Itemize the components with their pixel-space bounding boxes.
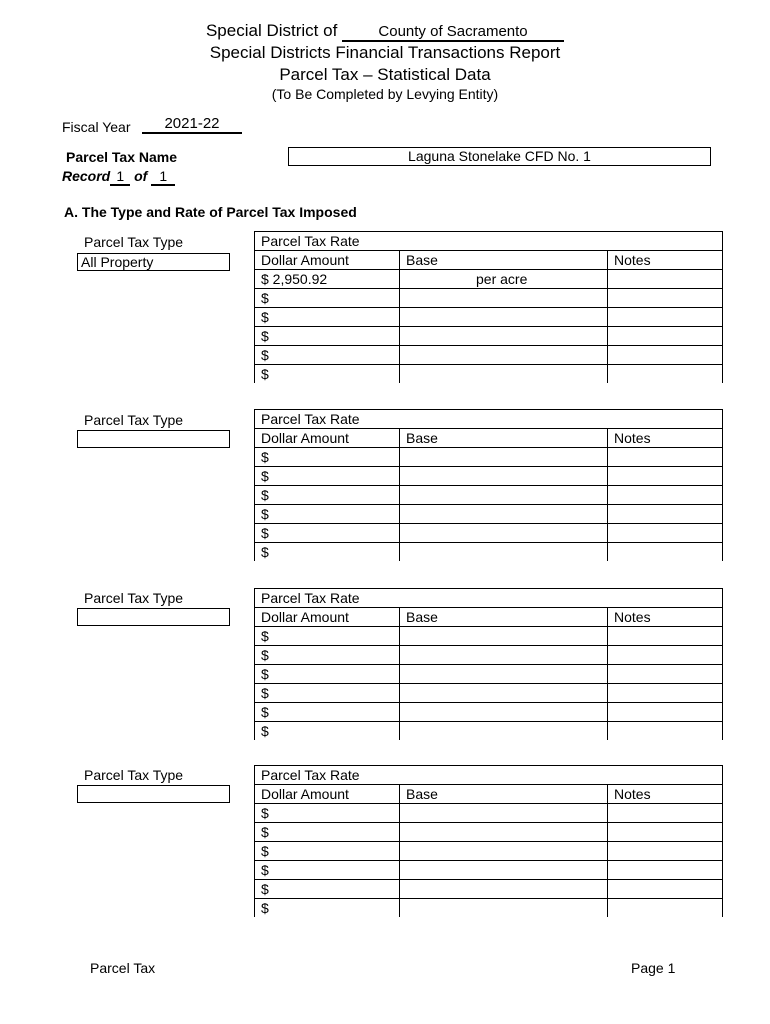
dollar-amount-cell[interactable]: $ <box>255 467 400 486</box>
record-total-field[interactable]: 1 <box>151 168 175 186</box>
base-cell[interactable] <box>400 861 608 880</box>
notes-cell[interactable] <box>608 486 723 505</box>
base-cell[interactable] <box>400 543 608 562</box>
notes-cell[interactable] <box>608 842 723 861</box>
base-cell[interactable] <box>400 804 608 823</box>
table-row <box>255 703 723 722</box>
fiscal-year-field[interactable]: 2021-22 <box>142 116 242 134</box>
base-cell[interactable] <box>400 524 608 543</box>
base-cell[interactable] <box>400 505 608 524</box>
base-cell[interactable] <box>400 327 608 346</box>
record-of-label: of <box>134 168 148 184</box>
base-cell[interactable] <box>400 703 608 722</box>
parcel-tax-type-field[interactable] <box>77 608 230 626</box>
notes-cell[interactable] <box>608 861 723 880</box>
col-header-notes: Notes <box>608 429 723 448</box>
table-row <box>255 543 723 562</box>
section-a-title: A. The Type and Rate of Parcel Tax Imposed <box>64 204 357 220</box>
dollar-amount-cell[interactable]: $ <box>255 289 400 308</box>
table-row <box>255 665 723 684</box>
col-header-dollar-amount: Dollar Amount <box>255 785 400 804</box>
record-number-field[interactable]: 1 <box>110 168 130 186</box>
table-row <box>255 365 723 384</box>
table-row <box>255 684 723 703</box>
base-cell[interactable] <box>400 486 608 505</box>
notes-cell[interactable] <box>608 703 723 722</box>
parcel-tax-type-field[interactable] <box>77 785 230 803</box>
table-row <box>255 880 723 899</box>
dollar-amount-cell[interactable]: $ <box>255 703 400 722</box>
parcel-tax-rate-table <box>254 409 723 561</box>
notes-cell[interactable] <box>608 524 723 543</box>
base-cell[interactable] <box>400 665 608 684</box>
base-cell[interactable] <box>400 346 608 365</box>
notes-cell[interactable] <box>608 346 723 365</box>
notes-cell[interactable] <box>608 684 723 703</box>
dollar-amount-cell[interactable]: $ <box>255 646 400 665</box>
table-row <box>255 524 723 543</box>
col-header-base: Base <box>400 251 608 270</box>
report-instruction: (To Be Completed by Levying Entity) <box>271 86 499 102</box>
dollar-amount-cell[interactable]: $ <box>255 899 400 918</box>
table-row <box>255 346 723 365</box>
dollar-amount-cell[interactable]: $ <box>255 308 400 327</box>
notes-cell[interactable] <box>608 448 723 467</box>
dollar-amount-cell[interactable]: $ <box>255 524 400 543</box>
col-header-base: Base <box>400 608 608 627</box>
report-subtitle: Parcel Tax – Statistical Data <box>279 65 491 84</box>
base-cell[interactable] <box>400 684 608 703</box>
header-prefix: Special District of <box>205 21 338 40</box>
notes-cell[interactable] <box>608 289 723 308</box>
table-row <box>255 448 723 467</box>
table-row <box>255 722 723 741</box>
base-cell[interactable] <box>400 823 608 842</box>
rate-table-title: Parcel Tax Rate <box>255 410 723 429</box>
base-cell[interactable] <box>400 448 608 467</box>
base-cell[interactable]: per acre <box>400 270 608 289</box>
parcel-tax-name-label: Parcel Tax Name <box>66 149 178 165</box>
col-header-dollar-amount: Dollar Amount <box>255 251 400 270</box>
notes-cell[interactable] <box>608 899 723 918</box>
dollar-amount-cell[interactable]: $ <box>255 448 400 467</box>
table-row <box>255 308 723 327</box>
page-number: Page 1 <box>631 960 676 976</box>
parcel-tax-type-field[interactable] <box>77 430 230 448</box>
dollar-amount-cell[interactable]: $ <box>255 842 400 861</box>
dollar-amount-cell[interactable]: $ <box>255 486 400 505</box>
base-cell[interactable] <box>400 842 608 861</box>
notes-cell[interactable] <box>608 804 723 823</box>
col-header-notes: Notes <box>608 608 723 627</box>
parcel-tax-type-label: Parcel Tax Type <box>84 412 184 428</box>
table-row <box>255 289 723 308</box>
rate-table-title: Parcel Tax Rate <box>255 766 723 785</box>
dollar-amount-cell[interactable]: $ <box>255 543 400 562</box>
table-row <box>255 823 723 842</box>
table-row <box>255 270 723 289</box>
parcel-tax-type-label: Parcel Tax Type <box>84 590 184 606</box>
dollar-amount-cell[interactable]: $ <box>255 665 400 684</box>
dollar-amount-cell[interactable]: $ <box>255 722 400 741</box>
dollar-amount-cell[interactable]: $ <box>255 684 400 703</box>
base-cell[interactable] <box>400 880 608 899</box>
base-cell[interactable] <box>400 646 608 665</box>
notes-cell[interactable] <box>608 823 723 842</box>
table-row <box>255 627 723 646</box>
district-name-field[interactable]: County of Sacramento <box>342 24 564 42</box>
notes-cell[interactable] <box>608 365 723 384</box>
table-row <box>255 486 723 505</box>
table-row <box>255 327 723 346</box>
base-cell[interactable] <box>400 899 608 918</box>
col-header-notes: Notes <box>608 785 723 804</box>
parcel-tax-rate-table <box>254 765 723 917</box>
table-row <box>255 899 723 918</box>
notes-cell[interactable] <box>608 467 723 486</box>
base-cell[interactable] <box>400 467 608 486</box>
table-row <box>255 467 723 486</box>
fiscal-year-label: Fiscal Year <box>62 119 131 135</box>
parcel-tax-type-label: Parcel Tax Type <box>84 767 184 783</box>
dollar-amount-cell[interactable]: $ <box>255 346 400 365</box>
dollar-amount-cell[interactable]: $ <box>255 823 400 842</box>
parcel-tax-name-field[interactable]: Laguna Stonelake CFD No. 1 <box>288 147 711 166</box>
notes-cell[interactable] <box>608 270 723 289</box>
report-title: Special Districts Financial Transactions Report <box>209 43 561 62</box>
record-label: Record <box>62 168 111 184</box>
base-cell[interactable] <box>400 627 608 646</box>
dollar-amount-cell[interactable]: $ <box>255 505 400 524</box>
parcel-tax-type-label: Parcel Tax Type <box>84 234 184 250</box>
col-header-base: Base <box>400 785 608 804</box>
header-line1 <box>0 21 770 42</box>
notes-cell[interactable] <box>608 308 723 327</box>
rate-table-title: Parcel Tax Rate <box>255 232 723 251</box>
notes-cell[interactable] <box>608 505 723 524</box>
base-cell[interactable] <box>400 365 608 384</box>
dollar-amount-cell[interactable]: $ <box>255 327 400 346</box>
table-row <box>255 505 723 524</box>
dollar-amount-cell[interactable]: $ <box>255 627 400 646</box>
parcel-tax-rate-table <box>254 588 723 740</box>
footer-form-name: Parcel Tax <box>90 960 156 976</box>
base-cell[interactable] <box>400 308 608 327</box>
dollar-amount-cell[interactable]: $ <box>255 804 400 823</box>
notes-cell[interactable] <box>608 327 723 346</box>
base-cell[interactable] <box>400 722 608 741</box>
col-header-notes: Notes <box>608 251 723 270</box>
dollar-amount-cell[interactable]: $ <box>255 880 400 899</box>
table-row <box>255 861 723 880</box>
notes-cell[interactable] <box>608 543 723 562</box>
table-row <box>255 804 723 823</box>
base-cell[interactable] <box>400 289 608 308</box>
dollar-amount-cell[interactable]: $ <box>255 365 400 384</box>
parcel-tax-type-field[interactable]: All Property <box>77 253 230 271</box>
rate-table-title: Parcel Tax Rate <box>255 589 723 608</box>
notes-cell[interactable] <box>608 646 723 665</box>
table-row <box>255 646 723 665</box>
notes-cell[interactable] <box>608 722 723 741</box>
dollar-amount-cell[interactable]: $ 2,950.92 <box>255 270 400 289</box>
col-header-dollar-amount: Dollar Amount <box>255 608 400 627</box>
col-header-dollar-amount: Dollar Amount <box>255 429 400 448</box>
notes-cell[interactable] <box>608 880 723 899</box>
table-row <box>255 842 723 861</box>
record-line <box>62 168 175 186</box>
col-header-base: Base <box>400 429 608 448</box>
notes-cell[interactable] <box>608 665 723 684</box>
notes-cell[interactable] <box>608 627 723 646</box>
parcel-tax-rate-table <box>254 231 723 383</box>
dollar-amount-cell[interactable]: $ <box>255 861 400 880</box>
